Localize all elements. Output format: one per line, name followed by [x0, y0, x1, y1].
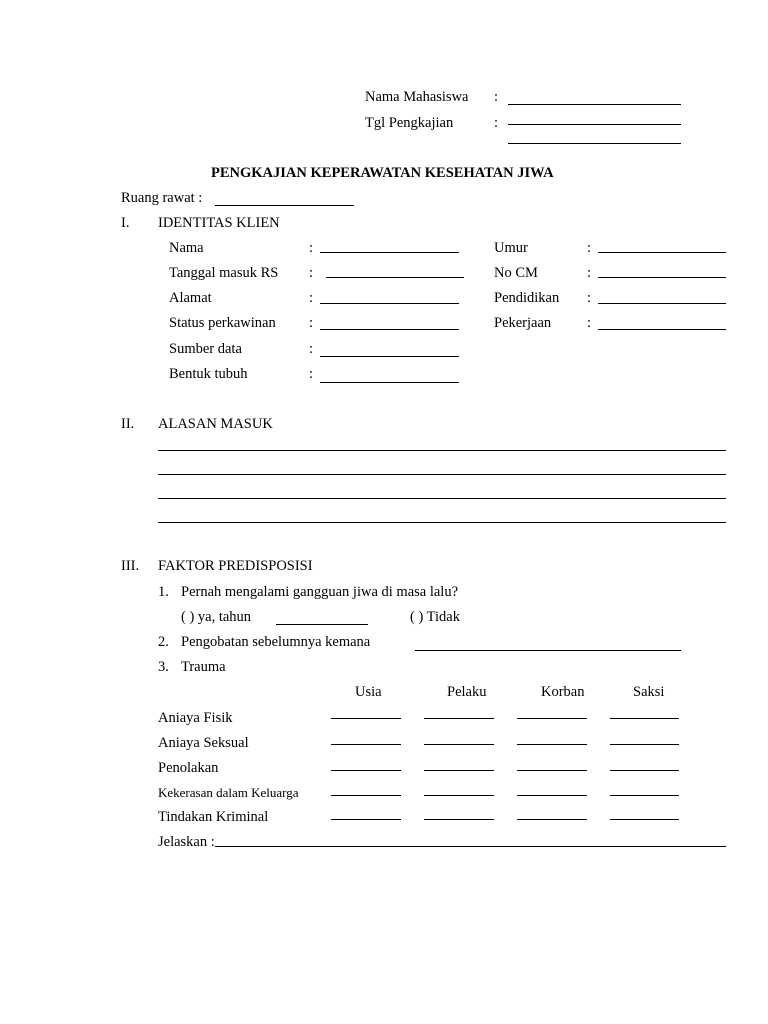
trauma-col-pelaku: Pelaku — [447, 684, 487, 700]
pekerjaan-field[interactable] — [598, 329, 726, 330]
section-2-number: II. — [121, 416, 135, 432]
colon: : — [494, 115, 499, 131]
trauma-cell[interactable] — [331, 770, 401, 771]
tgl-pengkajian-label: Tgl Pengkajian — [365, 115, 454, 131]
trauma-row-label: Penolakan — [158, 760, 219, 776]
tgl-pengkajian-field[interactable] — [508, 124, 681, 125]
alasan-masuk-line-4[interactable] — [158, 522, 726, 523]
section-3-number: III. — [121, 558, 140, 574]
question-1-number: 1. — [158, 584, 169, 600]
ruang-rawat-field[interactable] — [215, 205, 354, 206]
trauma-cell[interactable] — [331, 718, 401, 719]
field-label-umur: Umur — [494, 240, 528, 256]
no-cm-field[interactable] — [598, 277, 726, 278]
colon: : — [309, 366, 314, 382]
question-1-text: Pernah mengalami gangguan jiwa di masa lalu? — [181, 584, 459, 600]
trauma-row-label: Aniaya Seksual — [158, 735, 249, 751]
nama-mahasiswa-label: Nama Mahasiswa — [365, 89, 469, 105]
question-2-text: Pengobatan sebelumnya kemana — [181, 634, 371, 650]
trauma-cell[interactable] — [517, 819, 587, 820]
field-label-pendidikan: Pendidikan — [494, 290, 560, 306]
trauma-cell[interactable] — [331, 744, 401, 745]
trauma-cell[interactable] — [610, 744, 679, 745]
section-1-heading: IDENTITAS KLIEN — [158, 215, 280, 231]
field-label-alamat: Alamat — [169, 290, 212, 306]
field-label-pekerjaan: Pekerjaan — [494, 315, 552, 331]
alasan-masuk-line-3[interactable] — [158, 498, 726, 499]
colon: : — [494, 89, 499, 105]
trauma-cell[interactable] — [517, 770, 587, 771]
trauma-cell[interactable] — [610, 718, 679, 719]
trauma-cell[interactable] — [517, 718, 587, 719]
nama-field[interactable] — [320, 252, 459, 253]
trauma-col-saksi: Saksi — [633, 684, 665, 700]
sumber-data-field[interactable] — [320, 356, 459, 357]
colon: : — [587, 265, 592, 281]
nama-mahasiswa-field[interactable] — [508, 104, 681, 105]
bentuk-tubuh-field[interactable] — [320, 382, 459, 383]
trauma-cell[interactable] — [517, 744, 587, 745]
trauma-cell[interactable] — [424, 744, 494, 745]
trauma-row-label: Aniaya Fisik — [158, 710, 233, 726]
pengobatan-field[interactable] — [415, 650, 681, 651]
field-label-tanggal-masuk: Tanggal masuk RS — [169, 265, 279, 281]
field-label-status-perkawinan: Status perkawinan — [169, 315, 276, 331]
colon: : — [309, 240, 314, 256]
trauma-cell[interactable] — [517, 795, 587, 796]
status-perkawinan-field[interactable] — [320, 329, 459, 330]
pendidikan-field[interactable] — [598, 303, 726, 304]
tahun-field[interactable] — [276, 624, 368, 625]
jelaskan-field[interactable] — [215, 846, 726, 847]
ruang-rawat-label: Ruang rawat : — [121, 190, 203, 206]
trauma-cell[interactable] — [424, 819, 494, 820]
option-ya-tahun[interactable]: ( ) ya, tahun — [181, 609, 252, 625]
trauma-row-label: Kekerasan dalam Keluarga — [158, 785, 299, 800]
tgl-pengkajian-field-extra[interactable] — [508, 143, 681, 144]
field-label-nama: Nama — [169, 240, 204, 256]
trauma-row-label: Tindakan Kriminal — [158, 809, 269, 825]
trauma-cell[interactable] — [331, 795, 401, 796]
trauma-cell[interactable] — [424, 718, 494, 719]
field-label-no-cm: No CM — [494, 265, 538, 281]
field-label-sumber-data: Sumber data — [169, 341, 242, 357]
umur-field[interactable] — [598, 252, 726, 253]
trauma-cell[interactable] — [331, 819, 401, 820]
colon: : — [587, 290, 592, 306]
question-2-number: 2. — [158, 634, 169, 650]
tanggal-masuk-field[interactable] — [326, 277, 464, 278]
colon: : — [309, 315, 314, 331]
trauma-cell[interactable] — [424, 795, 494, 796]
option-tidak[interactable]: ( ) Tidak — [410, 609, 460, 625]
question-3-text: Trauma — [181, 659, 226, 675]
alasan-masuk-line-1[interactable] — [158, 450, 726, 451]
section-1-number: I. — [121, 215, 130, 231]
colon: : — [587, 240, 592, 256]
jelaskan-label: Jelaskan : — [158, 834, 215, 850]
section-2-heading: ALASAN MASUK — [158, 416, 273, 432]
colon: : — [587, 315, 592, 331]
section-3-heading: FAKTOR PREDISPOSISI — [158, 558, 313, 574]
field-label-bentuk-tubuh: Bentuk tubuh — [169, 366, 248, 382]
colon: : — [309, 341, 314, 357]
trauma-col-usia: Usia — [355, 684, 382, 700]
trauma-cell[interactable] — [610, 795, 679, 796]
colon: : — [309, 265, 314, 281]
trauma-cell[interactable] — [610, 770, 679, 771]
question-3-number: 3. — [158, 659, 169, 675]
alamat-field[interactable] — [320, 303, 459, 304]
form-title: PENGKAJIAN KEPERAWATAN KESEHATAN JIWA — [211, 165, 554, 181]
trauma-cell[interactable] — [610, 819, 679, 820]
trauma-col-korban: Korban — [541, 684, 585, 700]
alasan-masuk-line-2[interactable] — [158, 474, 726, 475]
colon: : — [309, 290, 314, 306]
trauma-cell[interactable] — [424, 770, 494, 771]
